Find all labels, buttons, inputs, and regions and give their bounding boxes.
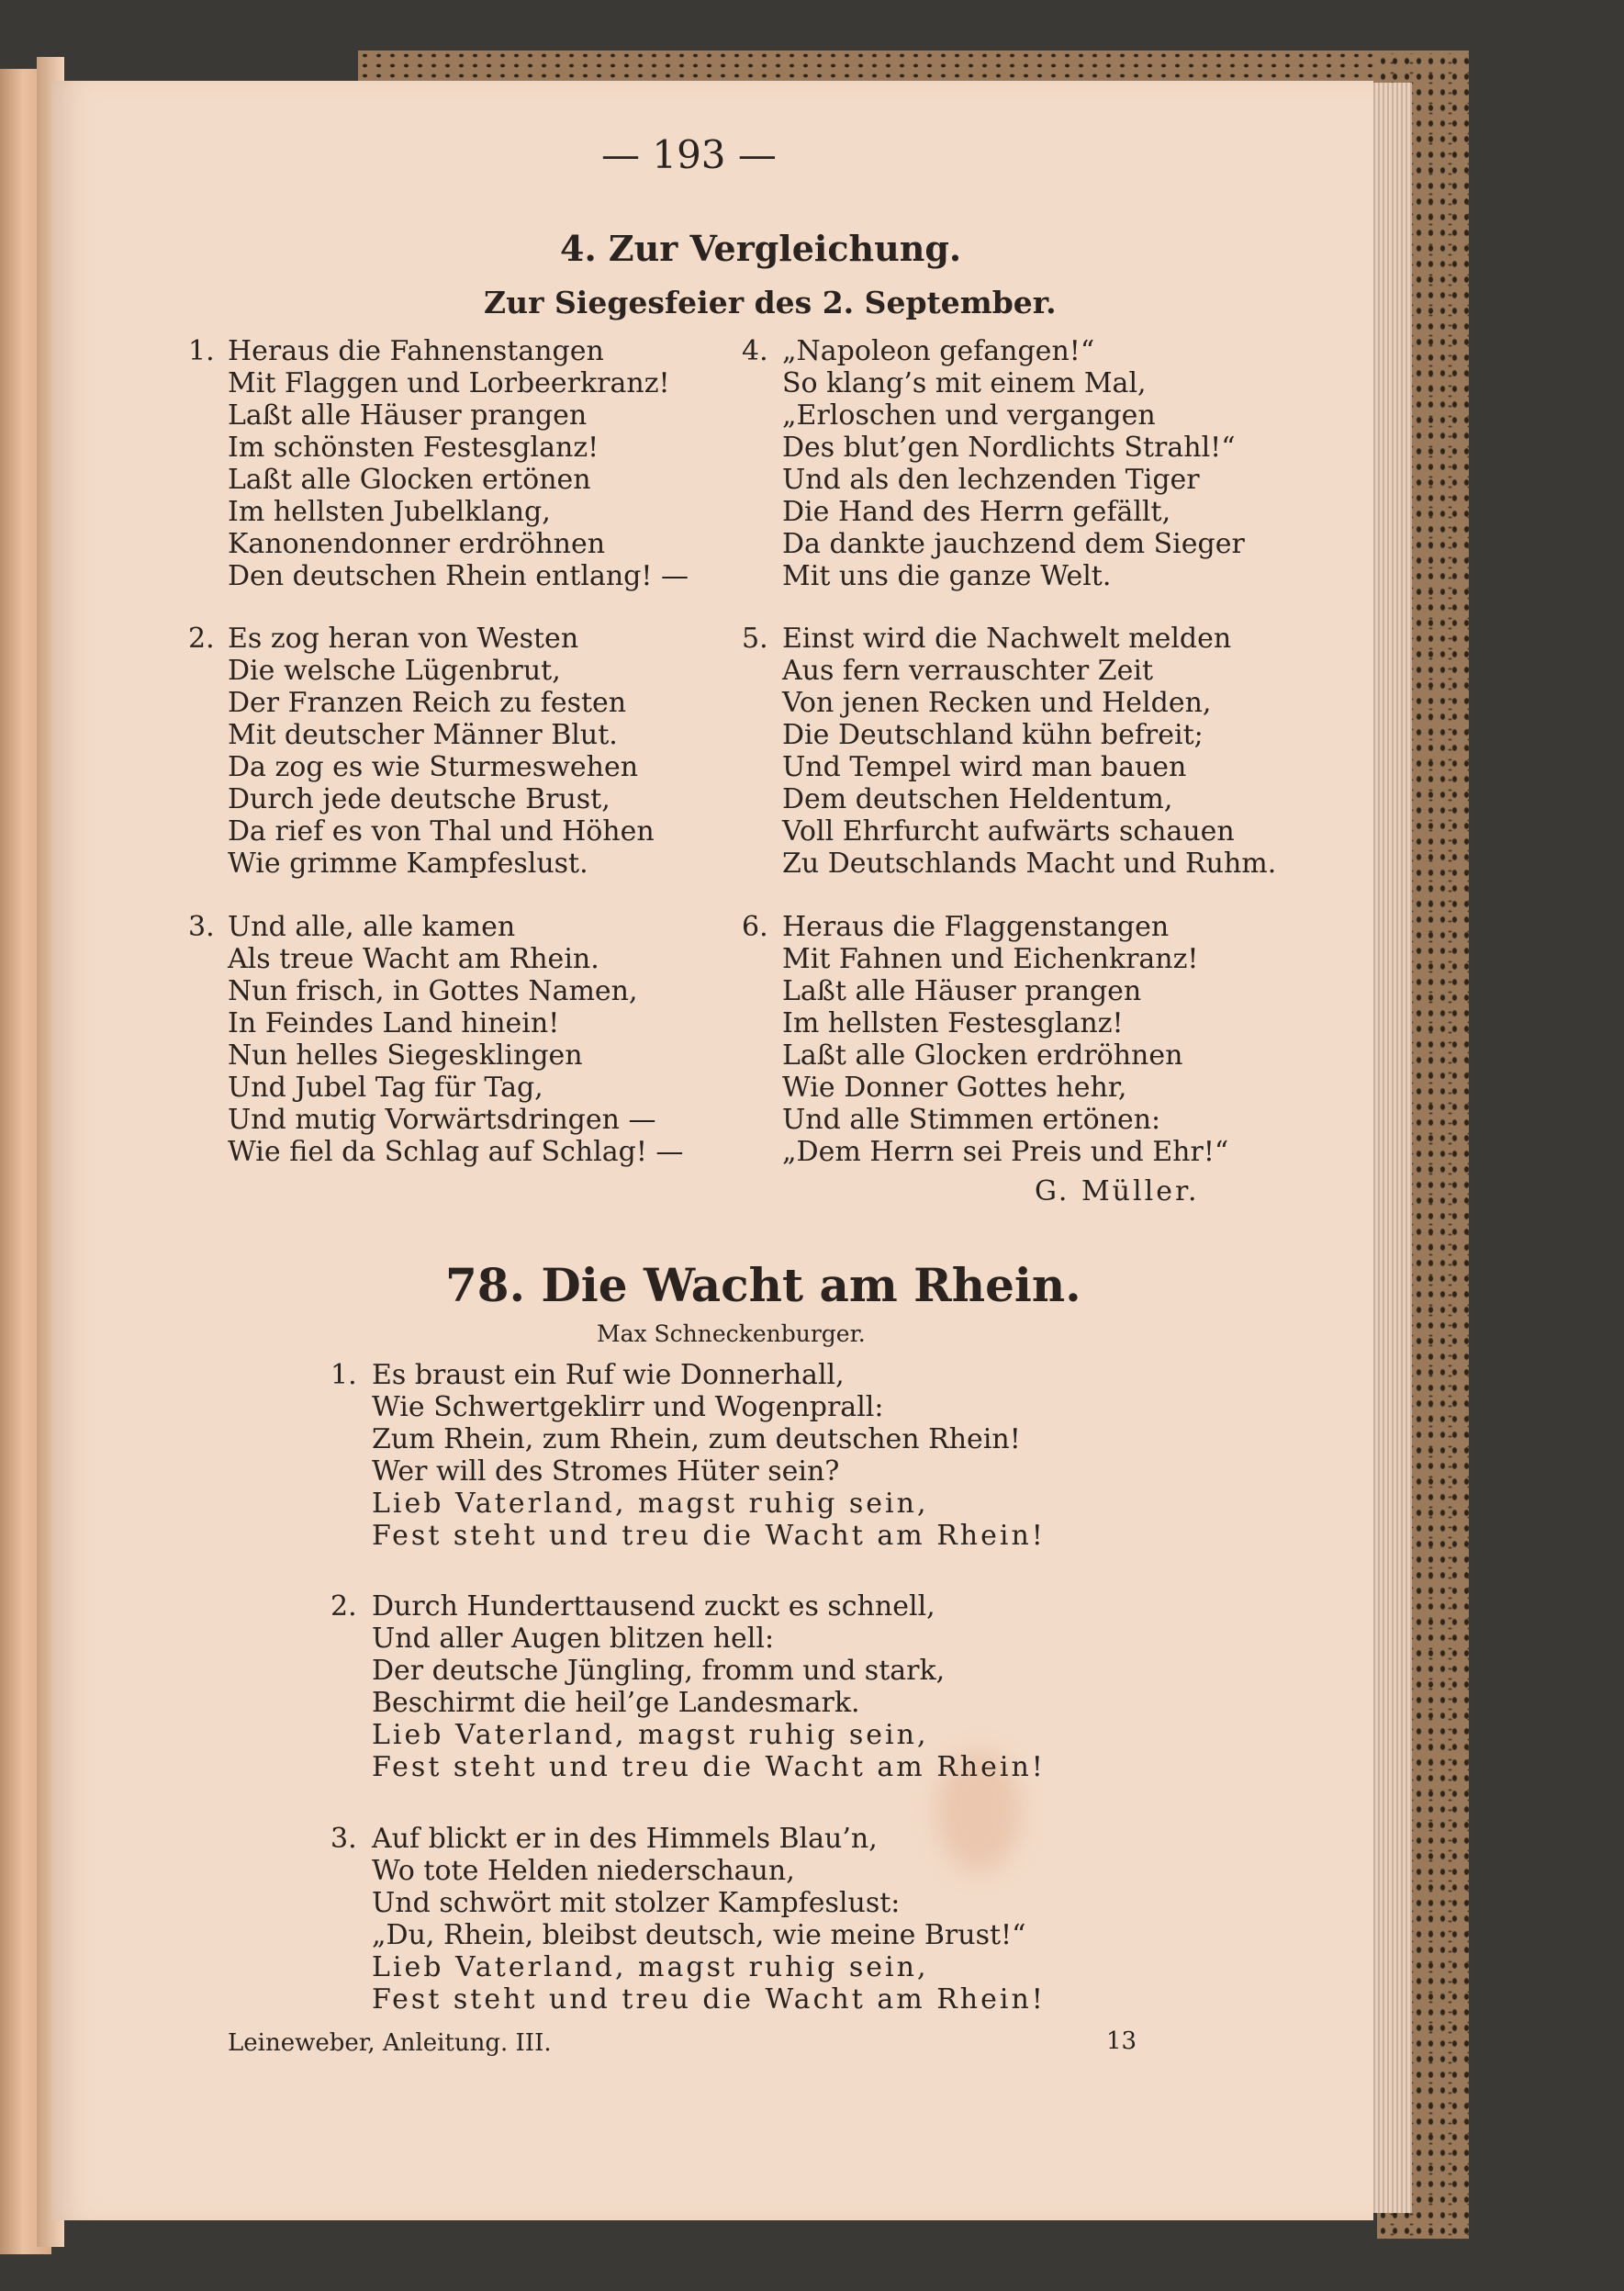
- section-subtitle: Zur Siegesfeier des 2. September.: [484, 285, 1057, 320]
- page-number: — 193 —: [601, 132, 777, 177]
- poem1-verse-line: Im hellsten Jubelklang,: [228, 496, 551, 528]
- section-title: 4. Zur Vergleichung.: [560, 228, 962, 269]
- poem2-verse-line: Der deutsche Jüngling, fromm und stark,: [372, 1655, 946, 1687]
- poem1-verse-line: Und Jubel Tag für Tag,: [228, 1072, 543, 1104]
- poem2-verse-line: Wie Schwertgeklirr und Wogenprall:: [372, 1391, 884, 1423]
- poem1-verse-line: Von jenen Recken und Helden,: [782, 687, 1212, 719]
- poem1-verse-line: Durch jede deutsche Brust,: [228, 783, 610, 815]
- poem1-verse-line: Laßt alle Häuser prangen: [782, 975, 1142, 1007]
- poem1-verse-line: Und Tempel wird man bauen: [782, 751, 1187, 783]
- poem2-stanza-3-number: 3.: [330, 1823, 357, 1855]
- poem1-verse-line: Laßt alle Häuser prangen: [228, 399, 588, 432]
- poem1-verse-line: Mit Flaggen und Lorbeerkranz!: [228, 367, 670, 399]
- poem1-verse-line: In Feindes Land hinein!: [228, 1007, 560, 1039]
- poem1-verse-line: „Dem Herrn sei Preis und Ehr!“: [782, 1136, 1229, 1168]
- poem1-stanza-3-number: 3.: [188, 911, 215, 943]
- poem2-verse-line: Lieb Vaterland, magst ruhig sein,: [372, 1951, 929, 1983]
- poem1-verse-line: Mit uns die ganze Welt.: [782, 560, 1112, 592]
- poem2-verse-line: Fest steht und treu die Wacht am Rhein!: [372, 1751, 1046, 1783]
- poem1-verse-line: Laßt alle Glocken erdröhnen: [782, 1039, 1183, 1072]
- poem2-verse-line: Lieb Vaterland, magst ruhig sein,: [372, 1719, 929, 1751]
- poem1-stanza-4-number: 4.: [742, 335, 768, 367]
- poem2-verse-line: Wo tote Helden niederschaun,: [372, 1855, 795, 1887]
- poem1-verse-line: Heraus die Flaggenstangen: [782, 911, 1170, 943]
- poem2-verse-line: Wer will des Stromes Hüter sein?: [372, 1455, 840, 1488]
- poem1-verse-line: „Napoleon gefangen!“: [782, 335, 1095, 367]
- poem1-verse-line: Kanonendonner erdröhnen: [228, 528, 606, 560]
- poem1-verse-line: Die welsche Lügenbrut,: [228, 655, 561, 687]
- poem1-stanza-6-number: 6.: [742, 911, 768, 943]
- poem2-verse-line: Beschirmt die heil’ge Landesmark.: [372, 1687, 860, 1719]
- poem1-verse-line: Wie grimme Kampfeslust.: [228, 848, 588, 880]
- poem1-verse-line: Des blut’gen Nordlichts Strahl!“: [782, 432, 1236, 464]
- sheet-mark: 13: [1106, 2027, 1137, 2055]
- poem1-verse-line: Zu Deutschlands Macht und Ruhm.: [782, 848, 1277, 880]
- poem1-verse-line: Die Hand des Herrn gefällt,: [782, 496, 1171, 528]
- poem2-author: Max Schneckenburger.: [597, 1320, 866, 1347]
- poem1-verse-line: Die Deutschland kühn befreit;: [782, 719, 1204, 751]
- poem1-stanza-5-number: 5.: [742, 623, 768, 655]
- poem2-verse-line: Auf blickt er in des Himmels Blau’n,: [372, 1823, 878, 1855]
- footer-signature: Leineweber, Anleitung. III.: [228, 2029, 552, 2057]
- poem1-stanza-2-number: 2.: [188, 623, 215, 655]
- poem1-verse-line: „Erloschen und vergangen: [782, 399, 1156, 432]
- poem1-verse-line: Da zog es wie Sturmeswehen: [228, 751, 639, 783]
- poem2-verse-line: Es braust ein Ruf wie Donnerhall,: [372, 1359, 845, 1391]
- poem1-verse-line: Den deutschen Rhein entlang! —: [228, 560, 689, 592]
- poem2-verse-line: Fest steht und treu die Wacht am Rhein!: [372, 1520, 1046, 1552]
- poem2-title: 78. Die Wacht am Rhein.: [445, 1258, 1081, 1312]
- poem2-verse-line: Durch Hunderttausend zuckt es schnell,: [372, 1590, 935, 1623]
- poem1-verse-line: Als treue Wacht am Rhein.: [228, 943, 599, 975]
- poem1-verse-line: Aus fern verrauschter Zeit: [782, 655, 1154, 687]
- poem1-verse-line: Dem deutschen Heldentum,: [782, 783, 1173, 815]
- poem2-stanza-2-number: 2.: [330, 1590, 357, 1623]
- poem2-verse-line: „Du, Rhein, bleibst deutsch, wie meine Brust!“: [372, 1919, 1026, 1951]
- poem1-verse-line: Nun helles Siegesklingen: [228, 1039, 583, 1072]
- poem2-verse-line: Und schwört mit stolzer Kampfeslust:: [372, 1887, 901, 1919]
- poem1-verse-line: Wie fiel da Schlag auf Schlag! —: [228, 1136, 684, 1168]
- poem1-verse-line: Und alle Stimmen ertönen:: [782, 1104, 1161, 1136]
- poem2-verse-line: Zum Rhein, zum Rhein, zum deutschen Rhein!: [372, 1423, 1021, 1455]
- poem1-verse-line: Im schönsten Festesglanz!: [228, 432, 599, 464]
- poem2-stanza-1-number: 1.: [330, 1359, 357, 1391]
- poem1-verse-line: Heraus die Fahnenstangen: [228, 335, 604, 367]
- poem1-verse-line: Es zog heran von Westen: [228, 623, 579, 655]
- poem1-verse-line: Da dankte jauchzend dem Sieger: [782, 528, 1245, 560]
- poem2-verse-line: Lieb Vaterland, magst ruhig sein,: [372, 1488, 929, 1520]
- poem1-verse-line: Mit deutscher Männer Blut.: [228, 719, 618, 751]
- poem1-verse-line: Der Franzen Reich zu festen: [228, 687, 627, 719]
- poem2-verse-line: Fest steht und treu die Wacht am Rhein!: [372, 1983, 1046, 2016]
- poem1-verse-line: Nun frisch, in Gottes Namen,: [228, 975, 638, 1007]
- poem1-verse-line: Mit Fahnen und Eichenkranz!: [782, 943, 1199, 975]
- poem2-verse-line: Und aller Augen blitzen hell:: [372, 1623, 775, 1655]
- poem1-verse-line: Und als den lechzenden Tiger: [782, 464, 1200, 496]
- poem1-verse-line: Und mutig Vorwärtsdringen —: [228, 1104, 656, 1136]
- poem1-verse-line: So klang’s mit einem Mal,: [782, 367, 1147, 399]
- poem1-verse-line: Laßt alle Glocken ertönen: [228, 464, 591, 496]
- poem1-author: G. Müller.: [1035, 1175, 1200, 1207]
- poem1-stanza-1-number: 1.: [188, 335, 215, 367]
- poem1-verse-line: Wie Donner Gottes hehr,: [782, 1072, 1127, 1104]
- poem1-verse-line: Voll Ehrfurcht aufwärts schauen: [782, 815, 1235, 848]
- poem1-verse-line: Im hellsten Festesglanz!: [782, 1007, 1124, 1039]
- poem1-verse-line: Einst wird die Nachwelt melden: [782, 623, 1232, 655]
- poem1-verse-line: Und alle, alle kamen: [228, 911, 516, 943]
- poem1-verse-line: Da rief es von Thal und Höhen: [228, 815, 655, 848]
